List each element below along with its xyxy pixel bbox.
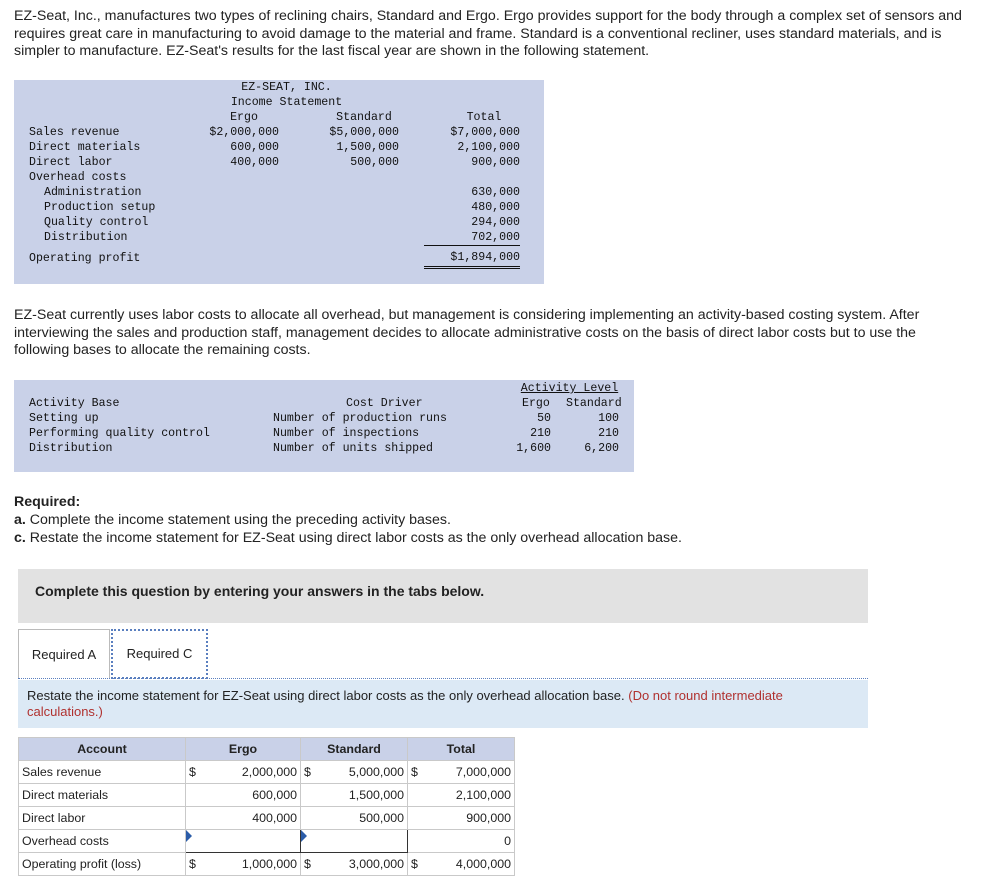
op-total-cell: 4,000,000: [428, 853, 515, 876]
header-standard: Standard: [301, 738, 408, 761]
activity-row-driver: Number of production runs: [273, 412, 447, 425]
activity-row-base: Setting up: [29, 412, 99, 425]
tab-required-a[interactable]: Required A: [18, 629, 110, 679]
account-label: Overhead costs: [19, 830, 186, 853]
dl-total-cell: 900,000: [428, 807, 515, 830]
answer-table: [18, 737, 515, 876]
input-marker-icon: [186, 830, 192, 842]
subtotal-rule: [424, 245, 520, 246]
dollar-sign: $: [408, 853, 429, 876]
activity-row-driver: Number of inspections: [273, 427, 420, 440]
dl-ergo-cell: 400,000: [206, 807, 301, 830]
dollar-sign: $: [186, 761, 207, 784]
statement-title: Income Statement: [230, 96, 343, 109]
sales-ergo-cell: 2,000,000: [206, 761, 301, 784]
tab-divider: [18, 678, 868, 679]
row-dm-ergo: 600,000: [230, 141, 279, 154]
activity-row-base: Distribution: [29, 442, 113, 455]
dm-standard-cell: 1,500,000: [321, 784, 408, 807]
required-a-text: Complete the income statement using the preceding activity bases.: [29, 512, 451, 528]
tab-instruction: [18, 680, 868, 728]
account-label: Direct labor: [19, 807, 186, 830]
account-label: Operating profit (loss): [19, 853, 186, 876]
col-total: Total: [466, 111, 502, 124]
dm-total-cell: 2,100,000: [428, 784, 515, 807]
row-sales-ergo: $2,000,000: [209, 126, 279, 139]
row-dm-standard: 1,500,000: [336, 141, 399, 154]
required-a-label: a.: [14, 512, 26, 528]
dollar-sign: $: [301, 761, 322, 784]
activity-row-standard: 210: [598, 427, 619, 440]
sales-standard-cell: 5,000,000: [321, 761, 408, 784]
activity-row-ergo: 50: [537, 412, 551, 425]
row-op-total: $1,894,000: [450, 251, 520, 264]
total-double-rule: [424, 266, 520, 269]
activity-row-ergo: 210: [530, 427, 551, 440]
table-row: [19, 830, 515, 853]
problem-intro: EZ-Seat, Inc., manufactures two types of reclining chairs, Standard and Ergo. Ergo provides support for the body through a complex set of sensors and requires great care in manufacturing to avoid damage to the material and frame. Standard is a conventional recliner, uses standard materials, and is simpler to manufacture. EZ-Seat's results for the last fiscal year are shown in the following statement.: [14, 8, 962, 59]
row-sales-total: $7,000,000: [450, 126, 520, 139]
required-c-label: c.: [14, 530, 26, 546]
row-dist-label: Distribution: [44, 231, 128, 244]
row-dl-total: 900,000: [471, 156, 520, 169]
income-statement-panel: [14, 80, 544, 284]
cost-driver-header: Cost Driver: [346, 397, 423, 410]
activity-level-header: Activity Level: [520, 382, 619, 395]
row-dm-label: Direct materials: [29, 141, 141, 154]
activity-base-panel: [14, 380, 634, 472]
input-marker-icon: [301, 830, 307, 842]
row-sales-label: Sales revenue: [29, 126, 120, 139]
activity-row-ergo: 1,600: [516, 442, 551, 455]
row-dl-label: Direct labor: [29, 156, 113, 169]
activity-row-driver: Number of units shipped: [273, 442, 434, 455]
activity-base-header: Activity Base: [29, 397, 120, 410]
instruction-note: (Do not round intermediate calculations.): [27, 688, 783, 719]
abc-intro: EZ-Seat currently uses labor costs to allocate all overhead, but management is considering implementing an activity-based costing system. After interviewing the sales and production staff, management decides to allocate administrative costs on the basis of direct labor costs but to use the following bases to allocate the remaining costs.: [14, 307, 920, 358]
row-dl-standard: 500,000: [350, 156, 399, 169]
row-dm-total: 2,100,000: [457, 141, 520, 154]
row-op-label: Operating profit: [29, 252, 141, 265]
required-c-text: Restate the income statement for EZ-Seat using direct labor costs as the only overhead allocation base.: [29, 530, 682, 546]
table-row: [19, 761, 515, 784]
header-ergo: Ergo: [186, 738, 301, 761]
row-admin-total: 630,000: [471, 186, 520, 199]
overhead-standard-input[interactable]: [301, 830, 408, 853]
row-overhead-label: Overhead costs: [29, 171, 127, 184]
row-dist-total: 702,000: [471, 231, 520, 244]
row-qc-total: 294,000: [471, 216, 520, 229]
op-ergo-cell: 1,000,000: [206, 853, 301, 876]
overhead-total-cell: 0: [428, 830, 515, 853]
required-section: [14, 493, 682, 547]
sales-total-cell: 7,000,000: [428, 761, 515, 784]
dl-standard-cell: 500,000: [321, 807, 408, 830]
dollar-sign: $: [186, 853, 207, 876]
required-heading: Required:: [14, 494, 81, 510]
banner-text: Complete this question by entering your answers in the tabs below.: [35, 583, 485, 599]
op-standard-cell: 3,000,000: [321, 853, 408, 876]
row-admin-label: Administration: [44, 186, 142, 199]
col-standard: Standard: [336, 111, 392, 124]
row-qc-label: Quality control: [44, 216, 149, 229]
header-total: Total: [408, 738, 515, 761]
col-ergo: Ergo: [230, 111, 258, 124]
activity-ergo-header: Ergo: [522, 397, 550, 410]
table-row: [19, 784, 515, 807]
table-row: [19, 807, 515, 830]
account-label: Sales revenue: [19, 761, 186, 784]
row-setup-total: 480,000: [471, 201, 520, 214]
instruction-text: Restate the income statement for EZ-Seat using direct labor costs as the only overhead allocation base.: [27, 688, 625, 703]
instructions-banner: [18, 569, 868, 623]
account-label: Direct materials: [19, 784, 186, 807]
activity-row-standard: 6,200: [584, 442, 619, 455]
dollar-sign: $: [408, 761, 429, 784]
header-account: Account: [19, 738, 186, 761]
table-row: [19, 853, 515, 876]
row-setup-label: Production setup: [44, 201, 156, 214]
dollar-sign: $: [301, 853, 322, 876]
statement-company: EZ-SEAT, INC.: [241, 81, 332, 94]
activity-row-standard: 100: [598, 412, 619, 425]
overhead-ergo-input[interactable]: [186, 830, 301, 853]
activity-standard-header: Standard: [566, 397, 622, 410]
row-dl-ergo: 400,000: [230, 156, 279, 169]
tab-required-c[interactable]: Required C: [111, 629, 208, 679]
activity-row-base: Performing quality control: [29, 427, 210, 440]
row-sales-standard: $5,000,000: [329, 126, 399, 139]
dm-ergo-cell: 600,000: [206, 784, 301, 807]
